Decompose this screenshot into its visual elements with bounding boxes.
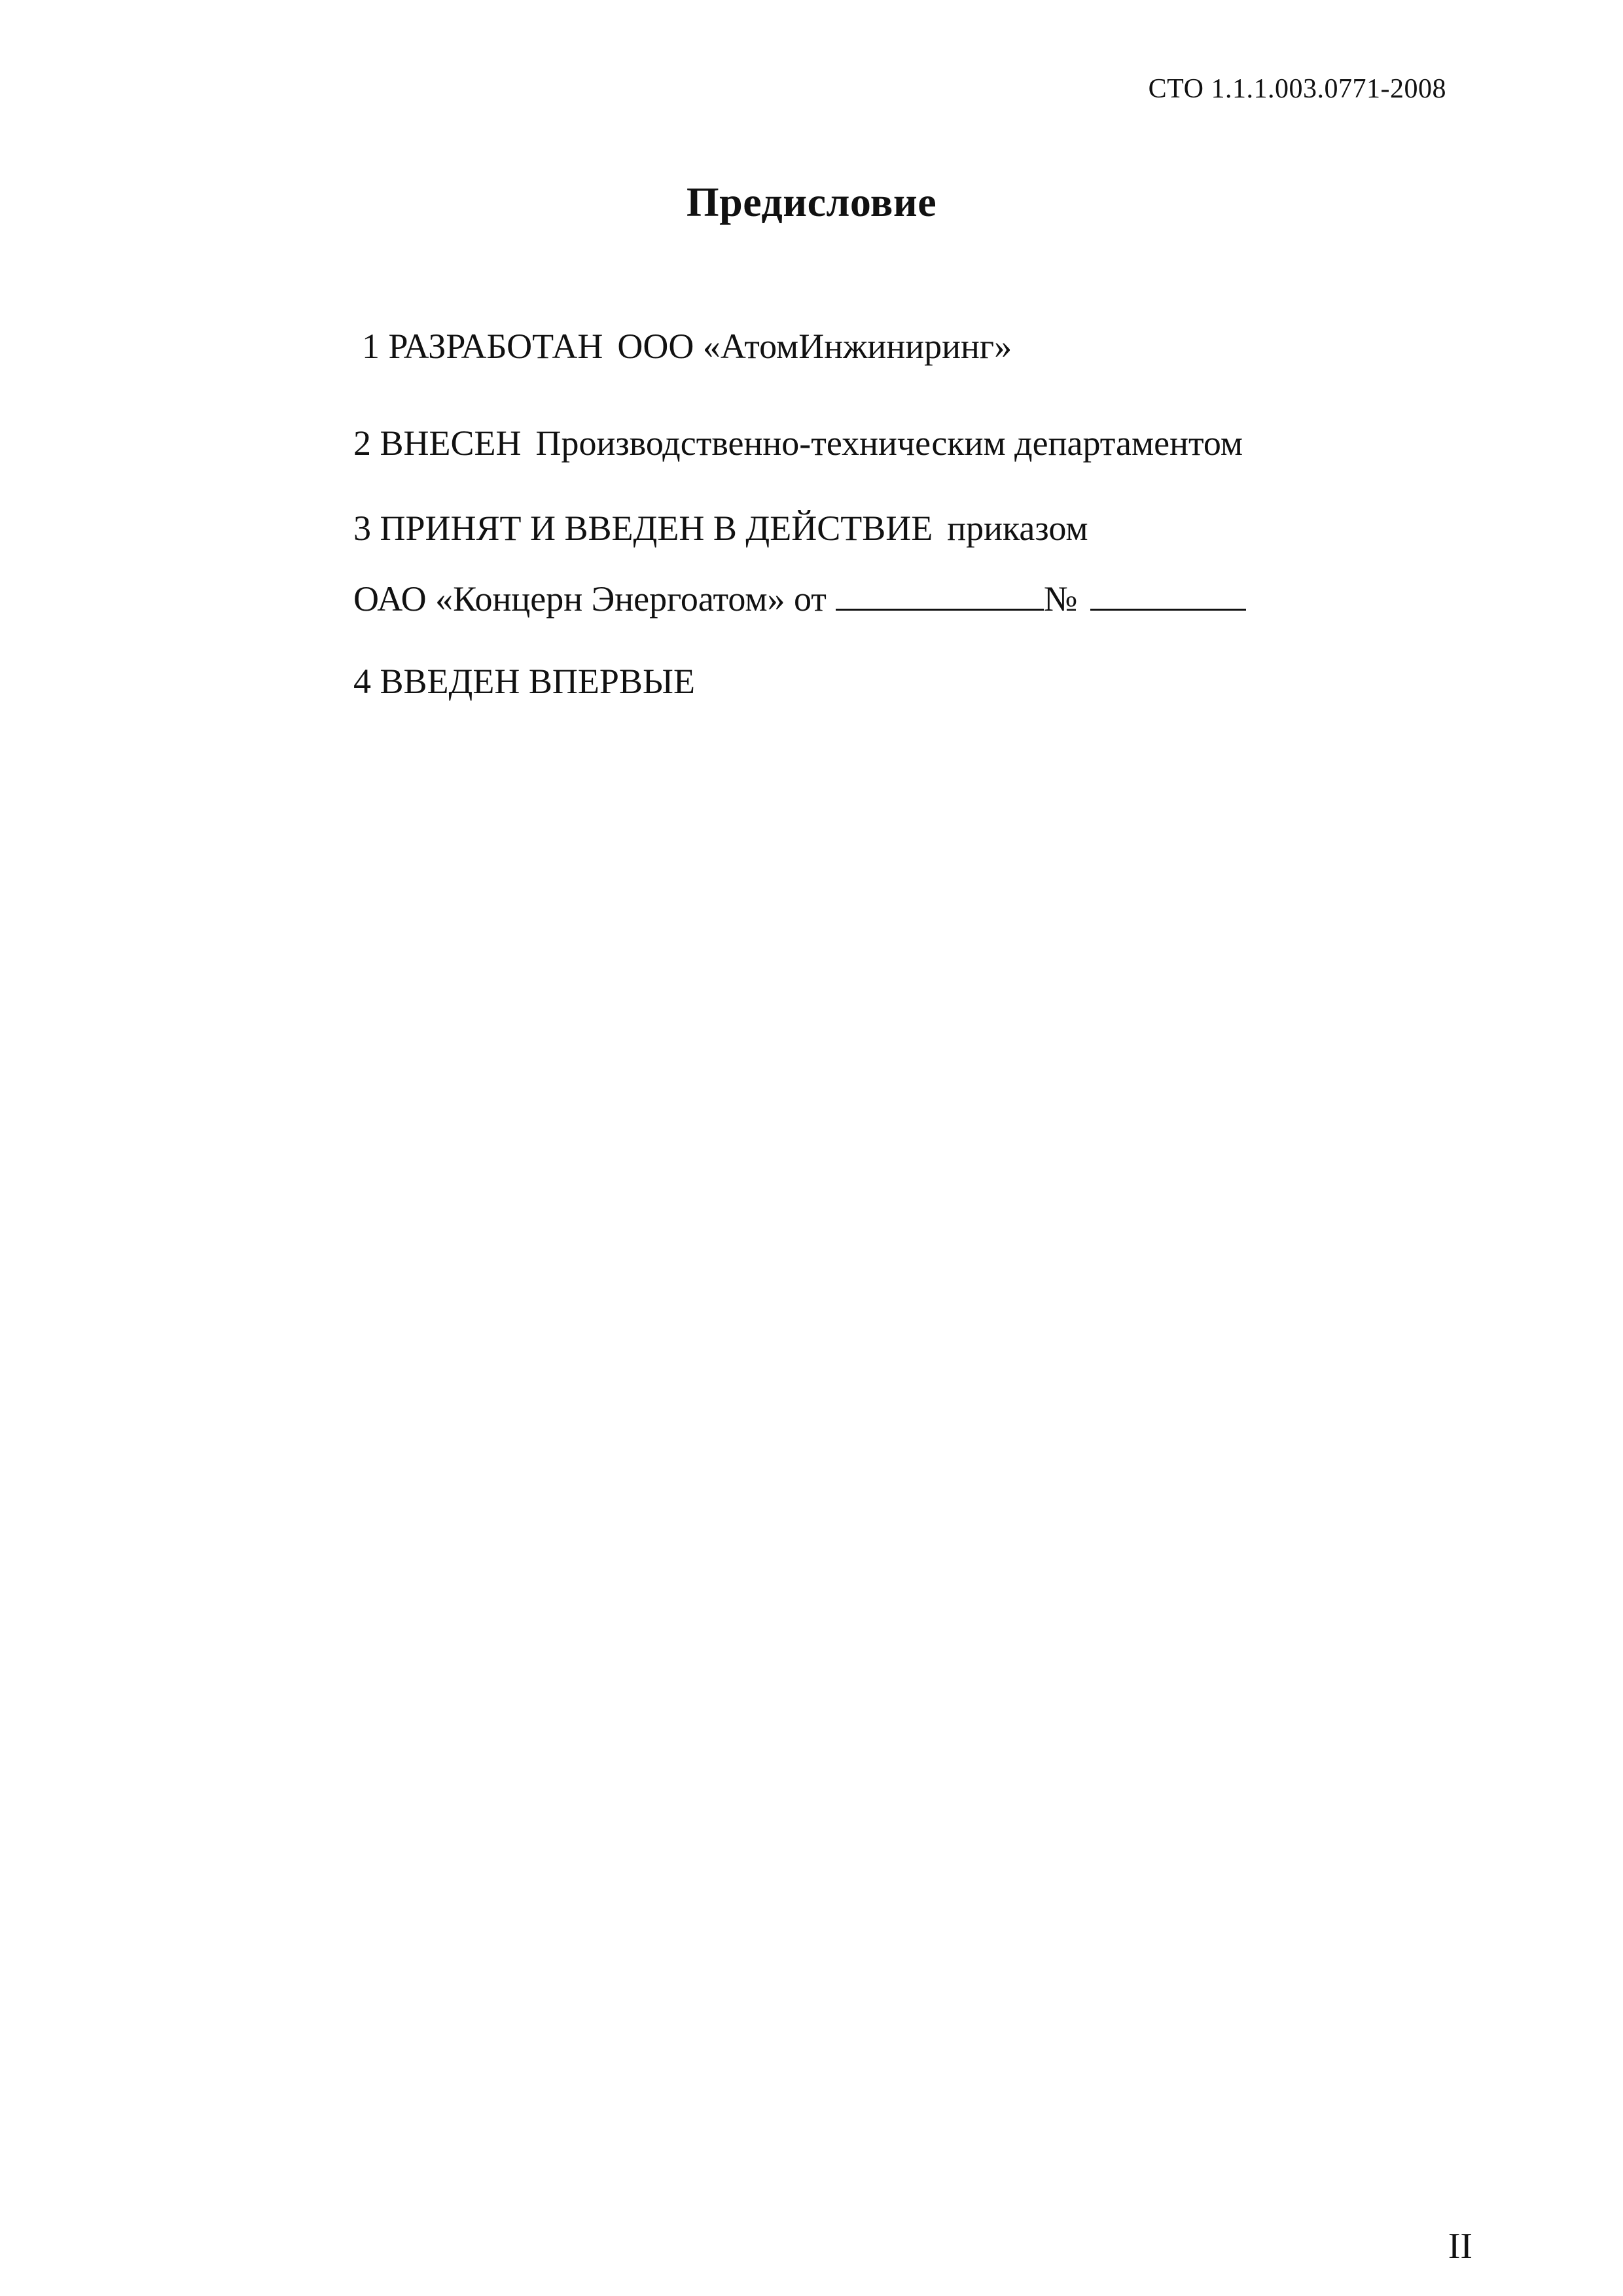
item-text: Производственно-техническим департаментом [535, 423, 1243, 463]
list-item-introduced [353, 423, 1243, 463]
number-sign: № [1043, 579, 1078, 619]
list-item-adopted [353, 508, 1088, 548]
item-lead: 2 ВНЕСЕН [353, 423, 522, 463]
page-number: II [1448, 2226, 1472, 2267]
list-item-first-introduced [353, 661, 695, 702]
item-lead: 1 РАЗРАБОТАН [362, 327, 603, 366]
page-title: Предисловие [686, 179, 937, 225]
order-org: ОАО «Концерн Энергоатом» от [353, 579, 827, 619]
item-text: приказом [947, 509, 1088, 548]
item-lead: 3 ПРИНЯТ И ВВЕДЕН В ДЕЙСТВИЕ [353, 509, 933, 548]
order-date-blank [836, 580, 1044, 611]
item-lead: 4 ВВЕДЕН ВПЕРВЫЕ [353, 662, 695, 701]
order-number-blank [1090, 580, 1246, 611]
item-text: ООО «АтомИнжиниринг» [617, 327, 1012, 366]
order-line [353, 579, 1246, 619]
document-code: СТО 1.1.1.003.0771-2008 [1148, 74, 1446, 104]
list-item-developed [362, 326, 1012, 367]
